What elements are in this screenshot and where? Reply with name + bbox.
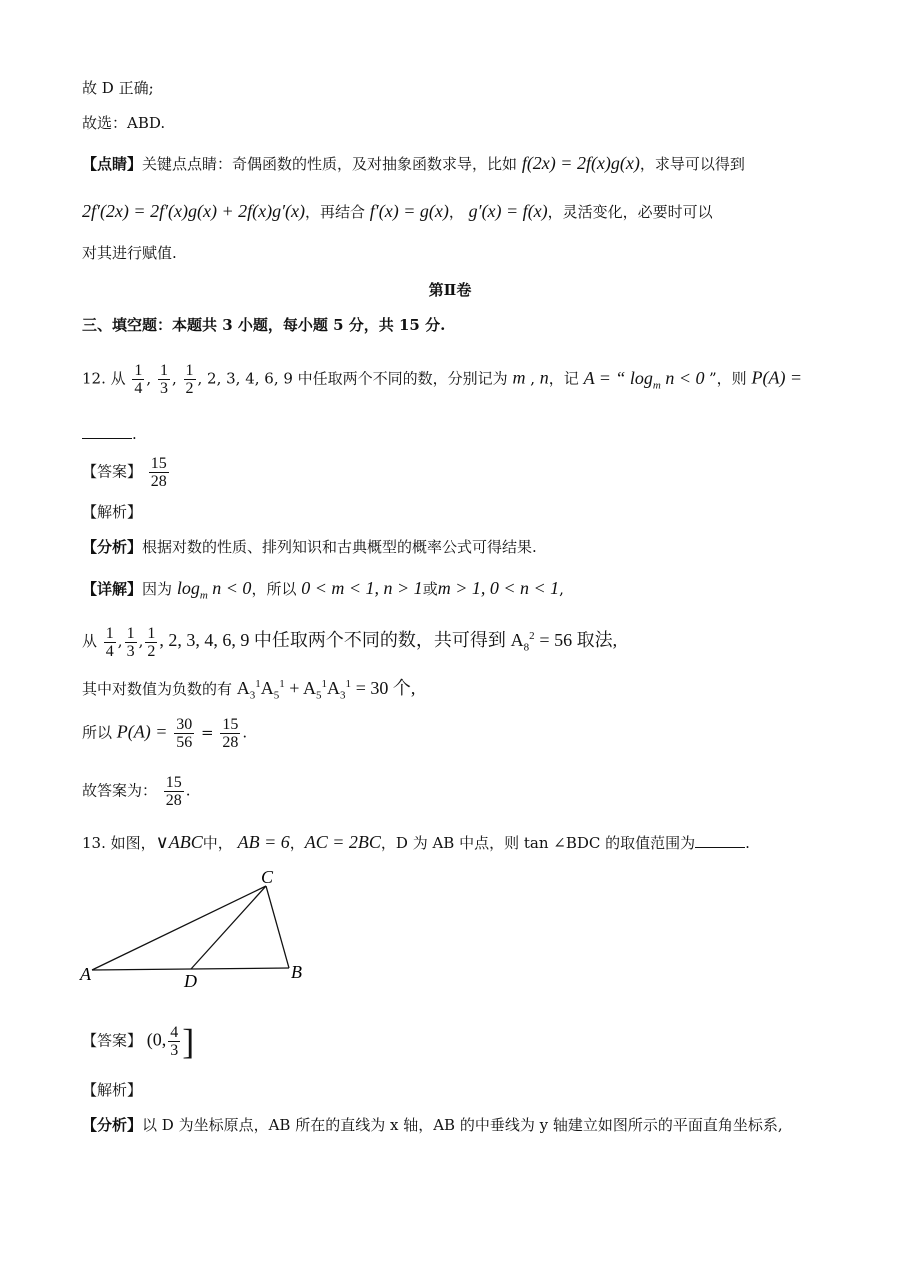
fraction: $\frac{1}{3}$ bbox=[159, 362, 168, 397]
equation: g′(x) = f(x) bbox=[468, 201, 548, 221]
triangle-figure bbox=[78, 866, 318, 996]
tip-text: ，求导可以得到 bbox=[639, 155, 745, 173]
text-line: 对其进行赋值. bbox=[82, 244, 177, 262]
q12-detail-4: 所以 P(A) = $\frac{30}{56}$ = $\frac{15}{28}$ . bbox=[82, 716, 248, 751]
q13-analysis: 【分析】以 D 为坐标原点，AB 所在的直线为 x 轴，AB 的中垂线为 y 轴建立如图所示的平面直角坐标系, bbox=[82, 1116, 783, 1134]
side-bc bbox=[266, 886, 289, 968]
tip-text: 关键点点睛：奇偶函数的性质，及对抽象函数求导，比如 bbox=[142, 155, 518, 173]
q12-detail-2: 从 $\frac{1}{4}$ , $\frac{1}{3}$ , $\frac{1}{2}$ , 2, 3, 4, 6, 9 中任取两个不同的数，共可得到 $A_8^2 = 56$ 取法, bbox=[82, 624, 618, 660]
question-13: 13. 如图，∨ABC中， AB = 6，AC = 2BC，D 为 AB 中点，则 tan ∠BDC 的取值范围为 . bbox=[82, 832, 750, 852]
tip-paragraph-line2: 2f′(2x) = 2f′(x)g(x) + 2f(x)g′(x)，再结合 f′(x) = g(x)， g′(x) = f(x)，灵活变化，必要时可以 bbox=[82, 201, 713, 221]
probability-symbol: P(A) = bbox=[751, 367, 803, 388]
q13-answer: 【答案】 (0, $\frac{4}{3}$ ] bbox=[82, 1021, 195, 1062]
text-line: 故选：ABD. bbox=[82, 114, 166, 132]
side-ac bbox=[92, 886, 266, 970]
answer-blank bbox=[82, 424, 132, 439]
analysis-text: 以 D 为坐标原点，AB 所在的直线为 x 轴，AB 的中垂线为 y 轴建立如图所示的平面直角坐标系, bbox=[142, 1116, 783, 1134]
q12-detail-1: 【详解】因为 $\log_m n < 0$，所以 0 < m < 1, n > 1或m > 1, 0 < n < 1, bbox=[82, 578, 564, 602]
section-title: 三、填空题：本题共 3 小题，每小题 5 分，共 15 分. bbox=[82, 316, 446, 334]
tip-label: 【点睛】 bbox=[82, 155, 143, 173]
q12-prefix: 12. 从 bbox=[82, 369, 126, 388]
point-b-label: B bbox=[291, 962, 302, 982]
analysis-label: 【解析】 bbox=[82, 1081, 143, 1099]
question-12: 12. 从 $\frac{1}{4}$ , $\frac{1}{3}$ , $\frac{1}{2}$ , 2, 3, 4, 6, 9 中任取两个不同的数，分别记为 m , n，记 A = “ $\log_m n < 0$ ”，则 P(A) = bbox=[82, 362, 803, 397]
tip-paragraph bbox=[82, 151, 818, 176]
equation: f′(x) = g(x) bbox=[369, 201, 449, 221]
tip-text: ，再结合 bbox=[305, 203, 366, 221]
fraction: $\frac{1}{4}$ bbox=[134, 362, 143, 397]
event-definition: A = “ $\log_m n < 0$ bbox=[583, 367, 709, 392]
q12-final: 故答案为： $\frac{15}{28}$ . bbox=[82, 774, 191, 809]
point-c-label: C bbox=[261, 867, 274, 887]
detail-label: 【详解】 bbox=[82, 580, 143, 598]
answer-blank bbox=[695, 833, 745, 848]
q12-detail-3: 其中对数值为负数的有 $A_3^1A_5^1 + A_5^1A_3^1 = 30$ 个, bbox=[82, 678, 416, 702]
fraction: $\frac{1}{2}$ bbox=[185, 362, 194, 397]
equation: f(2x) = 2f(x)g(x) bbox=[521, 153, 640, 173]
equation: 2f′(2x) = 2f′(x)g(x) + 2f(x)g′(x) bbox=[82, 201, 305, 221]
answer-label: 【答案】 bbox=[82, 462, 143, 481]
point-d-label: D bbox=[184, 971, 197, 991]
side-ab bbox=[92, 968, 289, 970]
text-line: 故 D 正确; bbox=[82, 79, 154, 97]
q12-analysis bbox=[82, 535, 818, 559]
q12-tail: ”，则 bbox=[709, 369, 747, 388]
tip-text: ，灵活变化，必要时可以 bbox=[547, 203, 713, 221]
analyze-label: 【分析】 bbox=[82, 538, 143, 556]
segment-dc bbox=[191, 886, 266, 969]
answer-blank-line: . bbox=[82, 422, 818, 446]
analysis-label: 【解析】 bbox=[82, 503, 143, 521]
point-a-label: A bbox=[80, 964, 91, 984]
q12-mid: ，记 bbox=[548, 369, 579, 388]
q12-list: , 2, 3, 4, 6, 9 中任取两个不同的数，分别记为 bbox=[197, 369, 508, 388]
q12-answer bbox=[82, 455, 818, 490]
analysis-text: 根据对数的性质、排列知识和古典概型的概率公式可得结果. bbox=[142, 538, 537, 556]
fraction: $\frac{15}{28}$ bbox=[150, 455, 167, 490]
volume-title: 第Ⅱ卷 bbox=[428, 281, 472, 299]
